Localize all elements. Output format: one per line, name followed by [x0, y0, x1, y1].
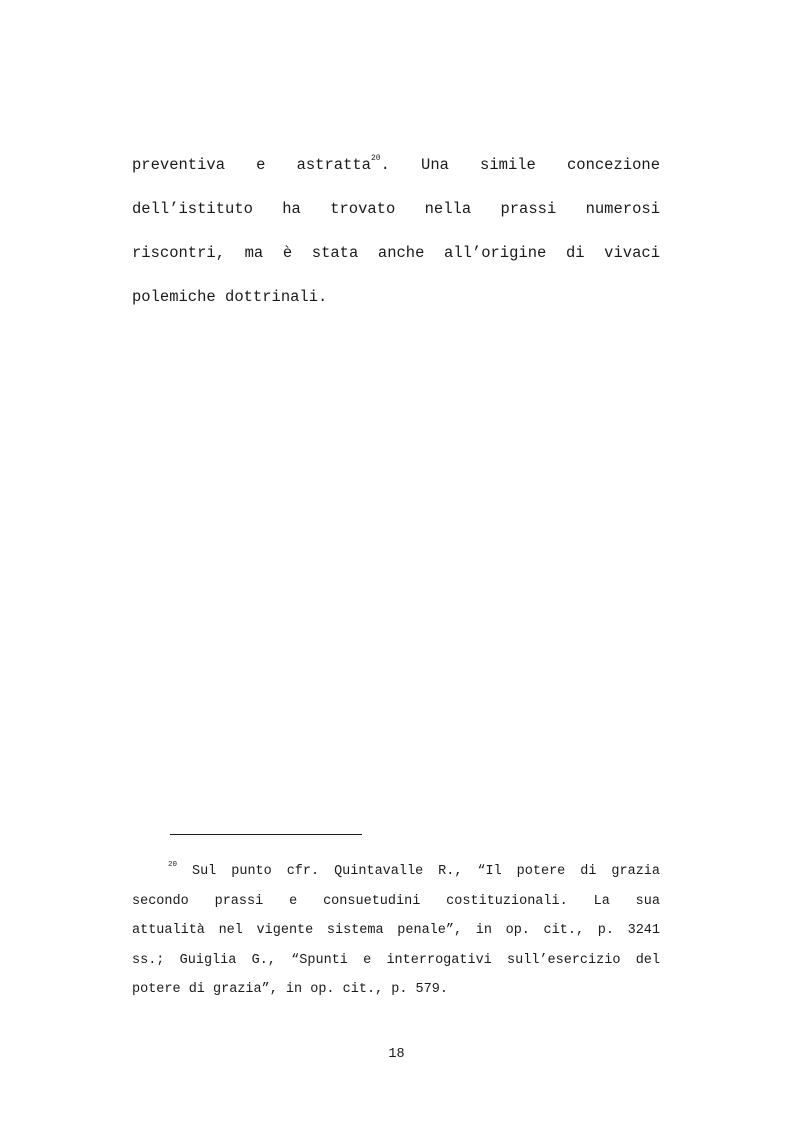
footnote-line-4: ss.; Guiglia G., “Spunti e interrogativi sull’esercizio del	[132, 952, 660, 968]
footnote-number: 20	[168, 861, 178, 869]
footnote-line-2: secondo prassi e consuetudini costituzionali. La sua	[132, 893, 660, 909]
footnote-separator	[170, 834, 362, 835]
footnote-line-3: attualità nel vigente sistema penale”, in op. cit., p. 3241	[132, 923, 660, 938]
body-line-1-continuation: . Una simile concezione	[380, 156, 660, 174]
body-line-4: polemiche dottrinali.	[132, 288, 328, 306]
body-line-1	[132, 143, 660, 187]
footnote-reference[interactable]: 20	[370, 154, 381, 163]
body-line-2: dell’istituto ha trovato nella prassi numerosi	[132, 200, 660, 218]
body-paragraph	[132, 143, 660, 319]
footnote-line-1-text: Sul punto cfr. Quintavalle R., “Il potere di grazia	[191, 864, 660, 879]
footnote-line-5: potere di grazia”, in op. cit., p. 579.	[132, 982, 448, 997]
body-line-3: riscontri, ma è stata anche all’origine di vivaci	[132, 244, 660, 262]
body-line-1-text: preventiva e astratta	[132, 156, 371, 174]
page-number: 18	[388, 1047, 405, 1062]
footnote-line-1	[132, 857, 660, 887]
footnote	[132, 857, 660, 1005]
